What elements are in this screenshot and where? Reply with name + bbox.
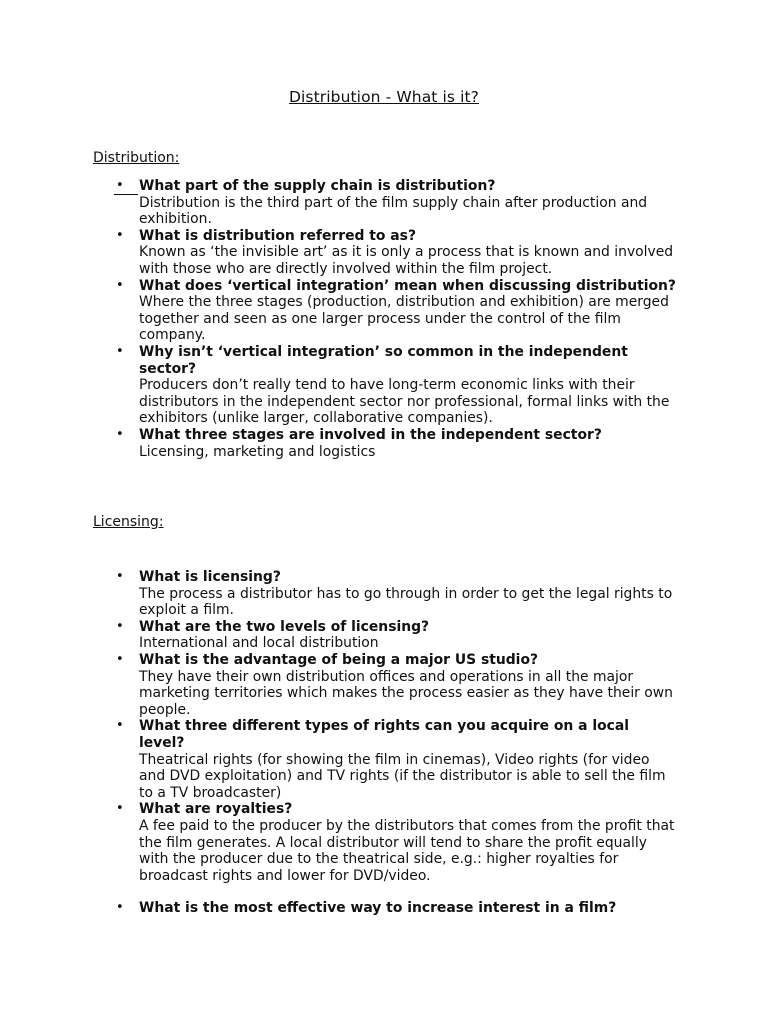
distribution-question-list	[0, 178, 768, 460]
bullet-icon: •	[116, 227, 124, 243]
answer-text: Theatrical rights (for showing the film in cinemas), Video rights (for video and DVD exploitation) and TV rights (if the distributor is able to sell the film to a TV broadcaster)	[139, 751, 666, 801]
list-item	[0, 178, 679, 228]
question-text: Why isn’t ‘vertical integration’ so common in the independent sector?	[139, 343, 628, 377]
answer-text: International and local distribution	[139, 635, 379, 652]
bullet-icon: •	[116, 718, 124, 734]
list-item	[0, 278, 679, 344]
answer-text: A fee paid to the producer by the distributors that comes from the profit that the film generates. A local distributor will tend to share the profit equally with the producer due to the theatrical side, e.g.: higher royalties for broadcast rights and lower for DVD/video.	[139, 817, 675, 884]
list-item	[0, 569, 679, 619]
list-item	[0, 900, 679, 917]
question-text: What are the two levels of licensing?	[139, 618, 430, 635]
answer-text: Distribution is the third part of the film supply chain after production and exhibition.	[139, 194, 648, 228]
bullet-underline	[114, 194, 138, 195]
list-item	[0, 344, 679, 427]
question-text: What is the advantage of being a major US studio?	[139, 651, 539, 668]
bullet-icon: •	[116, 900, 124, 916]
question-text: What three different types of rights can you acquire on a local level?	[139, 718, 630, 751]
list-item	[0, 228, 679, 278]
question-text: What are royalties?	[139, 801, 293, 818]
answer-text: The process a distributor has to go through in order to get the legal rights to exploit a film.	[139, 585, 673, 619]
licensing-question-list	[0, 569, 768, 917]
bullet-icon: •	[116, 569, 124, 584]
answer-text: Producers don’t really tend to have long-term economic links with their distributors in the independent sector nor professional, formal links with the exhibitors (unlike larger, collaborative companies).	[139, 377, 670, 427]
question-text: What is the most effective way to increase interest in a film?	[139, 900, 617, 917]
page-title: Distribution - What is it?	[288, 88, 480, 106]
answer-text: Known as ‘the invisible art’ as it is only a process that is known and involved with those who are directly involved within the film project.	[139, 244, 674, 277]
question-text: What three stages are involved in the independent sector?	[139, 426, 602, 443]
bullet-icon: •	[116, 426, 124, 442]
answer-text: They have their own distribution offices and operations in all the major marketing territories which makes the process easier as they have their own people.	[139, 668, 673, 718]
bullet-icon: •	[116, 343, 124, 359]
list-item	[0, 801, 679, 884]
section-heading-licensing: Licensing:	[93, 514, 164, 530]
list-item	[0, 619, 679, 652]
question-text: What is licensing?	[139, 569, 281, 585]
list-item	[0, 718, 679, 801]
question-text: What is distribution referred to as?	[139, 227, 417, 244]
bullet-icon: •	[116, 651, 124, 667]
list-item	[0, 427, 679, 460]
answer-text: Licensing, marketing and logistics	[139, 443, 376, 460]
list-item	[0, 652, 679, 718]
bullet-icon: •	[116, 178, 124, 193]
question-text: What does ‘vertical integration’ mean when discussing distribution?	[139, 277, 676, 294]
question-text: What part of the supply chain is distribution?	[139, 178, 496, 194]
answer-text: Where the three stages (production, distribution and exhibition) are merged together and seen as one larger process under the control of the film company.	[139, 294, 669, 344]
bullet-icon: •	[116, 618, 124, 634]
section-heading-distribution: Distribution:	[93, 150, 180, 166]
bullet-icon: •	[116, 277, 124, 293]
bullet-icon: •	[116, 801, 124, 817]
